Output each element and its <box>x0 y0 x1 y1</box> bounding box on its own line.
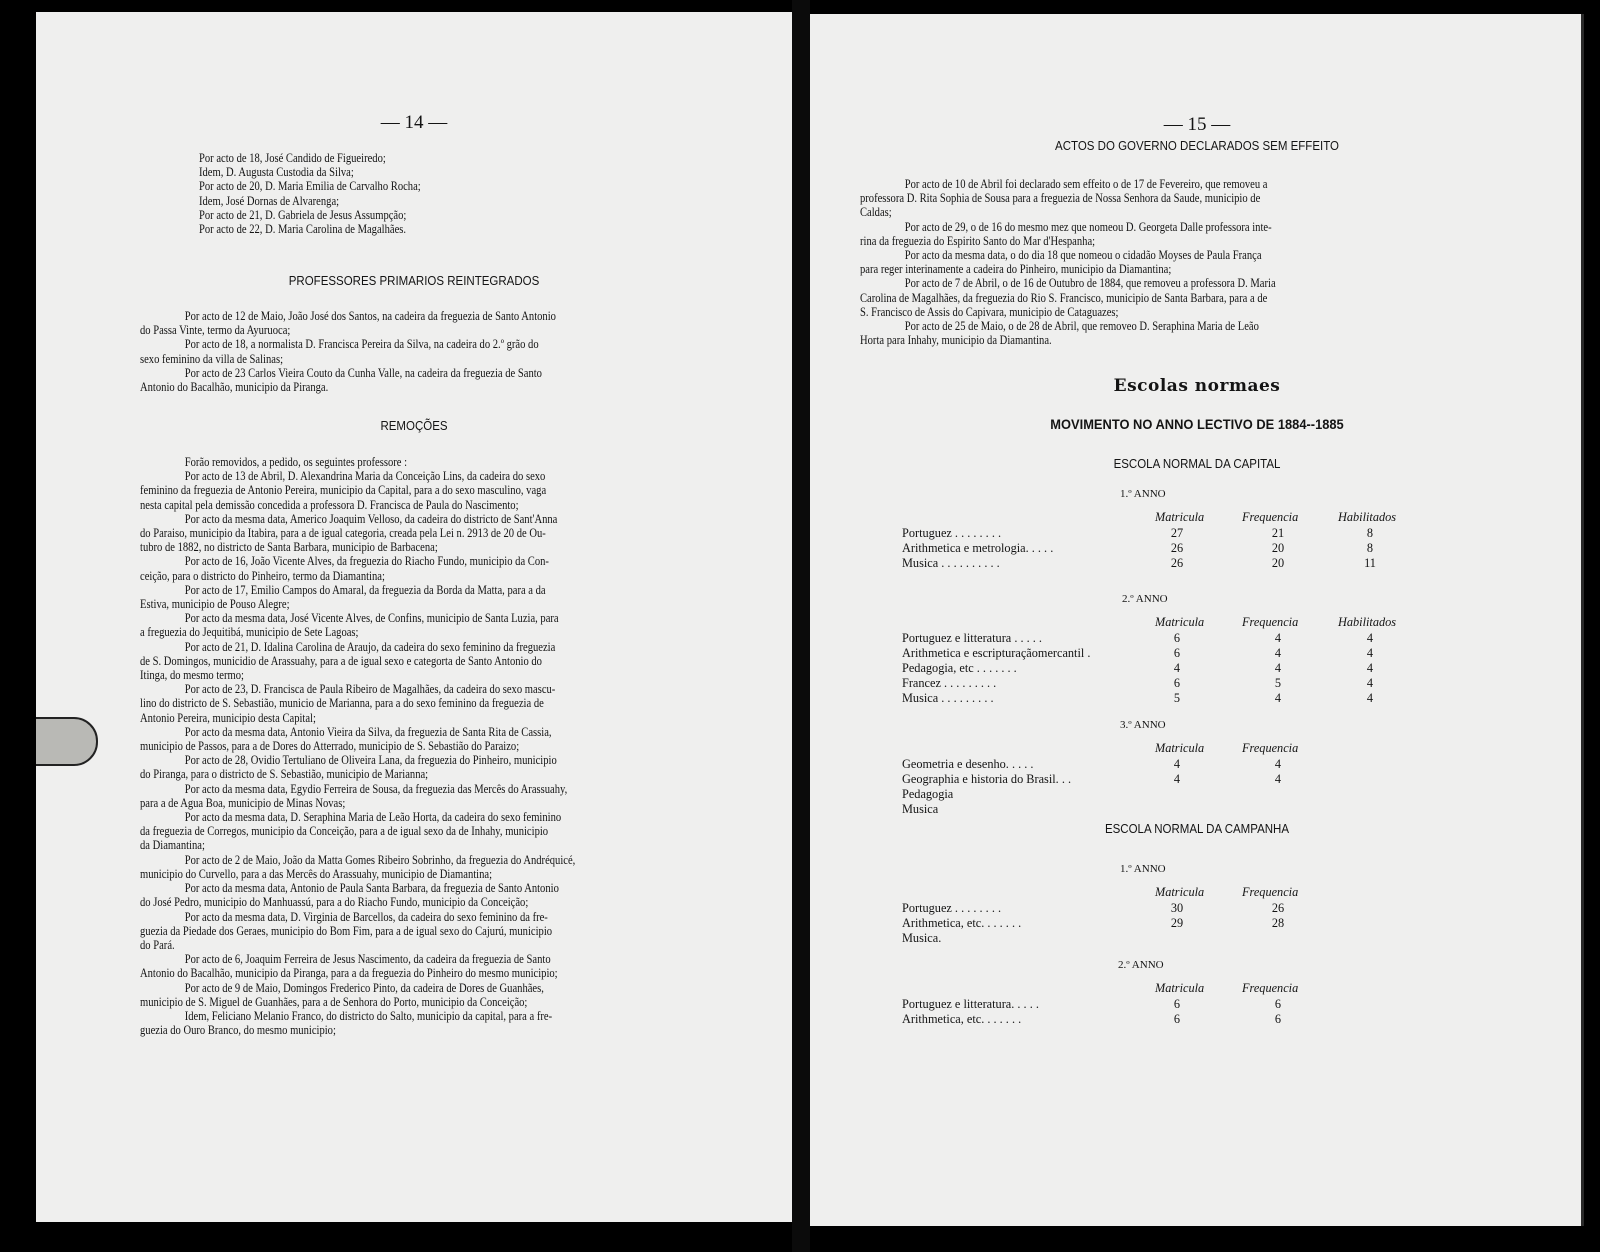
text-line: Por acto da mesma data, Egydio Ferreira de Sousa, da freguezia das Mercês do Arassuahy, <box>184 781 568 796</box>
text-line: S. Francisco de Assis do Capivara, municipio de Cataguazes; <box>860 304 1119 319</box>
text-line: Por acto de 18, José Candido de Figueiredo; <box>199 151 386 165</box>
year-label: 1.º ANNO <box>1120 488 1166 500</box>
intro-list <box>199 151 619 236</box>
text-line: Por acto de 9 de Maio, Domingos Frederico Pinto, da cadeira de Dores de Guanhães, <box>184 980 544 995</box>
text-line: Por acto de 22, D. Maria Carolina de Magalhães. <box>199 222 407 237</box>
column-header: Frequencia <box>1242 885 1299 899</box>
left-page <box>36 12 792 1222</box>
cell-f: 20 <box>1271 556 1285 570</box>
text-line: Por acto da mesma data, Antonio Vieira da Silva, da freguezia de Santa Rita de Cassia, <box>184 724 552 739</box>
column-header: Matricula <box>1155 510 1205 524</box>
subject-row: Arithmetica e escripturaçãomercantil . <box>902 646 1091 660</box>
text-line: Por acto da mesma data, Antonio de Paula Santa Barbara, da freguezia de Santo Antonio <box>184 881 559 896</box>
cell-m: 4 <box>1173 772 1181 786</box>
text-line: do José Pedro, municipio do Manhuassú, para a do Riacho Fundo, municipio da Conceição; <box>140 895 529 910</box>
text-line: Idem, D. Augusta Custodia da Silva; <box>199 165 354 180</box>
cell-h: 4 <box>1366 631 1374 645</box>
cell-f: 5 <box>1274 676 1282 690</box>
subject-row: Arithmetica e metrologia. . . . . <box>902 541 1054 555</box>
subject-row: Musica . . . . . . . . . <box>902 691 994 705</box>
subject-row: Musica. <box>902 931 942 945</box>
cell-f: 26 <box>1271 901 1285 915</box>
cell-f: 4 <box>1274 631 1282 645</box>
cell-f: 4 <box>1274 757 1282 771</box>
text-line: Por acto da mesma data, José Vicente Alves, de Confins, municipio de Santa Luzia, para <box>184 611 559 626</box>
escolas-normaes-heading: Escolas normaes <box>1113 376 1281 396</box>
text-line: Por acto da mesma data, Americo Joaquim Velloso, da cadeira do districto de Sant'Anna <box>184 511 558 526</box>
cell-m: 6 <box>1173 646 1181 660</box>
text-line: Por acto de 13 de Abril, D. Alexandrina Maria da Conceição Lins, da cadeira do sexo <box>184 469 546 484</box>
text-line: Idem, Feliciano Melanio Franco, do districto do Salto, municipio da capital, para a fre- <box>184 1008 553 1023</box>
text-line: municipio de Passos, para a de Dores do Atterrado, municipio de S. Sebastião do Paraizo; <box>140 739 520 754</box>
remocoes-text <box>140 455 730 1037</box>
cell-h: 4 <box>1366 646 1374 660</box>
text-line: Por acto de 18, a normalista D. Francisca Pereira da Silva, na cadeira do 2.º grão do <box>184 337 539 352</box>
text-line: Por acto da mesma data, D. Seraphina Maria de Leão Horta, da cadeira do sexo feminino <box>184 810 562 825</box>
text-line: Antonio do Bacalhão, municipio da Piranga. <box>140 380 329 395</box>
cell-f: 20 <box>1271 541 1285 555</box>
column-header: Frequencia <box>1242 615 1299 629</box>
subject-row: Musica <box>902 802 939 816</box>
text-line: tubro de 1882, no districto de Santa Barbara, municipio de Barbacena; <box>140 540 438 555</box>
text-line: Por acto de 23, D. Francisca de Paula Ribeiro de Magalhães, da cadeira do sexo mascu- <box>184 682 556 697</box>
section-title-remocoes: REMOÇÕES <box>380 419 448 433</box>
cell-m: 4 <box>1173 757 1181 771</box>
cell-m: 6 <box>1173 676 1181 690</box>
reintegrados-text <box>140 309 730 394</box>
column-header: Frequencia <box>1242 741 1299 755</box>
text-line: a freguezia do Jequitibá, municipio de Sete Lagoas; <box>140 625 359 640</box>
column-header: Habilitados <box>1338 510 1397 524</box>
paper-tab-marker <box>36 717 98 766</box>
subject-row: Francez . . . . . . . . . <box>902 676 997 690</box>
cell-m: 6 <box>1173 1012 1181 1026</box>
column-header: Frequencia <box>1242 981 1299 995</box>
subject-row: Portuguez . . . . . . . . <box>902 526 1002 540</box>
text-line: Por acto de 29, o de 16 do mesmo mez que nomeou D. Georgeta Dalle professora inte- <box>904 219 1272 234</box>
text-line: Horta para Inhahy, municipio da Diamantina. <box>860 333 1052 348</box>
cell-h: 11 <box>1364 556 1376 570</box>
text-line: do Piranga, para o districto de S. Sebastião, municipio de Marianna; <box>140 767 429 782</box>
year-label: 2.º ANNO <box>1122 593 1168 605</box>
campanha-title: ESCOLA NORMAL DA CAMPANHA <box>1104 822 1290 836</box>
cell-f: 4 <box>1274 772 1282 786</box>
year-label: 1.º ANNO <box>1120 863 1166 875</box>
cell-f: 6 <box>1274 997 1282 1011</box>
text-line: Por acto de 25 de Maio, o de 28 de Abril, que removeo D. Seraphina Maria de Leão <box>904 319 1259 334</box>
capital-title: ESCOLA NORMAL DA CAPITAL <box>1113 457 1281 471</box>
right-page <box>810 14 1584 1226</box>
subject-row: Pedagogia, etc . . . . . . . <box>902 661 1017 675</box>
cell-f: 28 <box>1271 916 1285 930</box>
text-line: para a de Agua Boa, municipio de Minas Novas; <box>140 795 346 810</box>
text-line: da Diamantina; <box>140 838 205 853</box>
column-header: Matricula <box>1155 981 1205 995</box>
text-line: lino do districto de S. Sebastião, municio de Marianna, para a do sexo feminino da freguezia de <box>140 696 544 711</box>
text-line: Carolina de Magalhães, da freguezia do Rio S. Francisco, municipio de Santa Barbara, para a de <box>860 290 1268 305</box>
column-header: Habilitados <box>1338 615 1397 629</box>
section-title-reintegrados: PROFESSORES PRIMARIOS REINTEGRADOS <box>288 274 540 288</box>
cell-m: 6 <box>1173 997 1181 1011</box>
text-line: Por acto de 28, Ovidio Tertuliano de Oliveira Lana, da freguezia do Pinheiro, municipio <box>184 753 557 768</box>
text-line: Por acto de 17, Emilio Campos do Amaral, da freguezia da Borda da Matta, para a da <box>184 582 546 597</box>
column-header: Matricula <box>1155 741 1205 755</box>
cell-h: 8 <box>1366 541 1374 555</box>
cell-m: 6 <box>1173 631 1181 645</box>
column-header: Frequencia <box>1242 510 1299 524</box>
page-number-right: — 15 — <box>1163 114 1231 135</box>
text-line: sexo feminino da villa de Salinas; <box>140 351 284 366</box>
text-line: Por acto de 7 de Abril, o de 16 de Outubro de 1884, que removeu a professora D. Maria <box>904 276 1276 291</box>
text-line: Idem, José Dornas de Alvarenga; <box>199 193 340 208</box>
text-line: Por acto de 21, D. Gabriela de Jesus Assumpção; <box>199 207 407 222</box>
cell-h: 4 <box>1366 691 1374 705</box>
cell-h: 8 <box>1366 526 1374 540</box>
cell-f: 4 <box>1274 661 1282 675</box>
cell-f: 21 <box>1271 526 1285 540</box>
text-line: guezia do Ouro Branco, do mesmo municipio; <box>140 1023 336 1038</box>
subject-row: Portuguez e litteratura . . . . . <box>902 631 1043 645</box>
cell-f: 6 <box>1274 1012 1282 1026</box>
text-line: de S. Domingos, municidio de Arassuahy, para a de igual sexo e categorta de Santo Antonio do <box>140 653 542 668</box>
cell-m: 27 <box>1170 526 1184 540</box>
text-line: Antonio Pereira, municipio desta Capital; <box>140 710 316 725</box>
book-gutter <box>792 0 810 1252</box>
cell-f: 4 <box>1274 691 1282 705</box>
subject-row: Portuguez . . . . . . . . <box>902 901 1002 915</box>
actos-text <box>860 177 1453 347</box>
text-line: Itinga, do mesmo termo; <box>140 668 244 683</box>
text-line: Por acto de 10 de Abril foi declarado sem effeito o de 17 de Fevereiro, que removeu a <box>904 177 1268 191</box>
text-line: municipio do Curvello, para a das Mercês do Arassuahy, municipio de Diamantina; <box>140 866 493 881</box>
text-line: municipio de S. Miguel de Guanhães, para a de Senhora do Porto, municipio da Conceição; <box>140 994 528 1009</box>
text-line: Forão removidos, a pedido, os seguintes professore : <box>184 455 408 469</box>
cell-h: 4 <box>1366 661 1374 675</box>
text-line: do Paraiso, municipio da Itabira, para a de igual categoria, creada pela Lei n. 2913 de 20 de Ou- <box>140 526 546 541</box>
cell-m: 30 <box>1170 901 1184 915</box>
text-line: professora D. Rita Sophia de Sousa para a freguezia de Nossa Senhora da Saude, municipio de <box>860 191 1261 206</box>
cell-m: 26 <box>1170 541 1184 555</box>
text-line: Por acto de 21, D. Idalina Carolina de Araujo, da cadeira do sexo feminino da freguezia <box>184 639 556 654</box>
text-line: para reger interinamente a cadeira do Pinheiro, municipio da Diamantina; <box>860 262 1172 277</box>
page-edge <box>1581 14 1584 1226</box>
year-label: 3.º ANNO <box>1120 719 1166 731</box>
subject-row: Portuguez e litteratura. . . . . <box>902 997 1039 1011</box>
text-line: Antonio do Bacalhão, municipio da Piranga, para a da freguezia do Pinheiro do mesmo municipio; <box>140 966 558 981</box>
page-number-left: — 14 — <box>380 112 448 133</box>
subject-row: Geographia e historia do Brasil. . . <box>902 772 1072 786</box>
subject-row: Arithmetica, etc. . . . . . . <box>902 916 1022 930</box>
text-line: da freguezia de Corregos, municipio da Conceição, para a de igual sexo da de Inhahy, municipio <box>140 824 549 839</box>
subject-row: Geometria e desenho. . . . . <box>902 757 1034 771</box>
cell-m: 29 <box>1170 916 1184 930</box>
text-line: feminino da freguezia de Antonio Pereira, municipio da Capital, para a do sexo masculino, vaga <box>140 483 547 498</box>
movimento-title: MOVIMENTO NO ANNO LECTIVO DE 1884--1885 <box>1050 416 1344 432</box>
cell-f: 4 <box>1274 646 1282 660</box>
text-line: Caldas; <box>860 205 892 220</box>
subject-row: Pedagogia <box>902 787 954 801</box>
text-line: Por acto de 23 Carlos Vieira Couto da Cunha Valle, na cadeira da freguezia de Santo <box>184 365 542 380</box>
text-line: Por acto de 6, Joaquim Ferreira de Jesus Nascimento, da cadeira da freguezia de Santo <box>184 952 551 967</box>
text-line: ceição, para o districto do Pinheiro, termo da Diamantina; <box>140 568 385 583</box>
text-line: rina da freguezia do Espirito Santo do Mar d'Hespanha; <box>860 233 1096 248</box>
cell-h: 4 <box>1366 676 1374 690</box>
actos-title: ACTOS DO GOVERNO DECLARADOS SEM EFFEITO <box>1055 139 1339 153</box>
text-line: guezia da Piedade dos Geraes, municipio do Bom Fim, para a de igual sexo do Cajurú, municipio <box>140 923 553 938</box>
cell-m: 4 <box>1173 661 1181 675</box>
cell-m: 26 <box>1170 556 1184 570</box>
year-label: 2.º ANNO <box>1118 959 1164 971</box>
column-header: Matricula <box>1155 885 1205 899</box>
text-line: Por acto de 2 de Maio, João da Matta Gomes Ribeiro Sobrinho, da freguezia do Andréquicé, <box>184 852 576 867</box>
cell-m: 5 <box>1173 691 1181 705</box>
text-line: Por acto de 16, João Vicente Alves, da freguezia do Riacho Fundo, municipio da Con- <box>184 554 549 569</box>
text-line: do Passa Vinte, termo da Ayuruoca; <box>140 323 291 338</box>
subject-row: Arithmetica, etc. . . . . . . <box>902 1012 1022 1026</box>
column-header: Matricula <box>1155 615 1205 629</box>
text-line: Estiva, municipio de Pouso Alegre; <box>140 597 290 612</box>
text-line: do Pará. <box>140 937 175 952</box>
text-line: Por acto da mesma data, o do dia 18 que nomeou o cidadão Moyses de Paula França <box>904 248 1262 263</box>
subject-row: Musica . . . . . . . . . . <box>902 556 1000 570</box>
text-line: Por acto de 20, D. Maria Emilia de Carvalho Rocha; <box>199 179 421 194</box>
text-line: Por acto de 12 de Maio, João José dos Santos, na cadeira da freguezia de Santo Antonio <box>184 309 556 323</box>
text-line: nesta capital pela demissão concedida a professora D. Francisca de Paula do Nascimento; <box>140 497 519 512</box>
text-line: Por acto da mesma data, D. Virginia de Barcellos, da cadeira do sexo feminino da fre- <box>184 909 548 924</box>
